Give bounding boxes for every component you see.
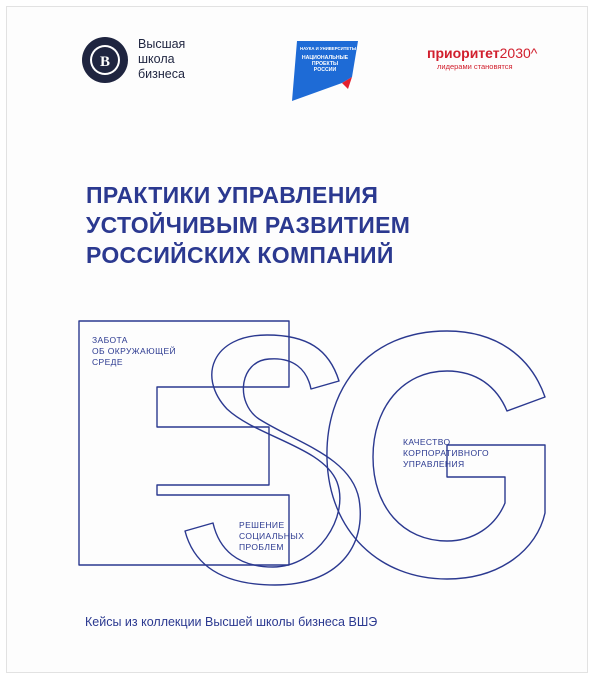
collection-subtitle: Кейсы из коллекции Высшей школы бизнеса ВШЭ [85,615,378,629]
label-governance [403,437,489,470]
priority-slogan: лидерами становятся [437,62,513,71]
label-governance-line-1: КАЧЕСТВО [403,437,451,447]
title-line-3: РОССИЙСКИХ КОМПАНИЙ [86,242,394,268]
np-line-1: НАЦИОНАЛЬНЫЕ [301,55,349,61]
header [7,7,587,117]
esg-graphic [7,317,589,587]
label-governance-line-3: УПРАВЛЕНИЯ [403,459,465,469]
title-line-1: ПРАКТИКИ УПРАВЛЕНИЯ [86,182,379,208]
np-line-3: РОССИИ [313,67,337,73]
label-environment-line-1: ЗАБОТА [92,335,128,345]
np-text [300,55,350,73]
hse-emblem-icon [80,35,130,85]
priority-word: приоритет [427,45,500,61]
national-projects-logo [282,37,360,103]
priority-2030-logo [427,45,537,71]
label-social [239,520,304,553]
label-environment-line-2: ОБ ОКРУЖАЮЩЕЙ [92,346,177,356]
np-tag: НАУКА И УНИВЕРСИТЕТЫ [300,46,357,51]
label-social-line-2: СОЦИАЛЬНЫХ [239,531,305,541]
book-cover [6,6,588,673]
book-title [86,180,526,270]
label-social-line-3: ПРОБЛЕМ [239,542,284,552]
priority-year: 2030^ [499,45,538,61]
label-social-line-1: РЕШЕНИЕ [239,520,285,530]
title-line-2: УСТОЙЧИВЫМ РАЗВИТИЕМ [86,212,411,238]
hse-line-1: Высшая [138,37,186,51]
label-environment-line-3: СРЕДЕ [92,357,123,367]
svg-text:В: В [99,54,111,70]
hse-wordmark [138,37,185,82]
hse-line-3: бизнеса [138,67,185,81]
np-line-2: ПРОЕКТЫ [311,61,339,67]
hse-line-2: школа [138,52,175,66]
label-governance-line-2: КОРПОРАТИВНОГО [403,448,490,458]
label-environment [92,335,176,368]
